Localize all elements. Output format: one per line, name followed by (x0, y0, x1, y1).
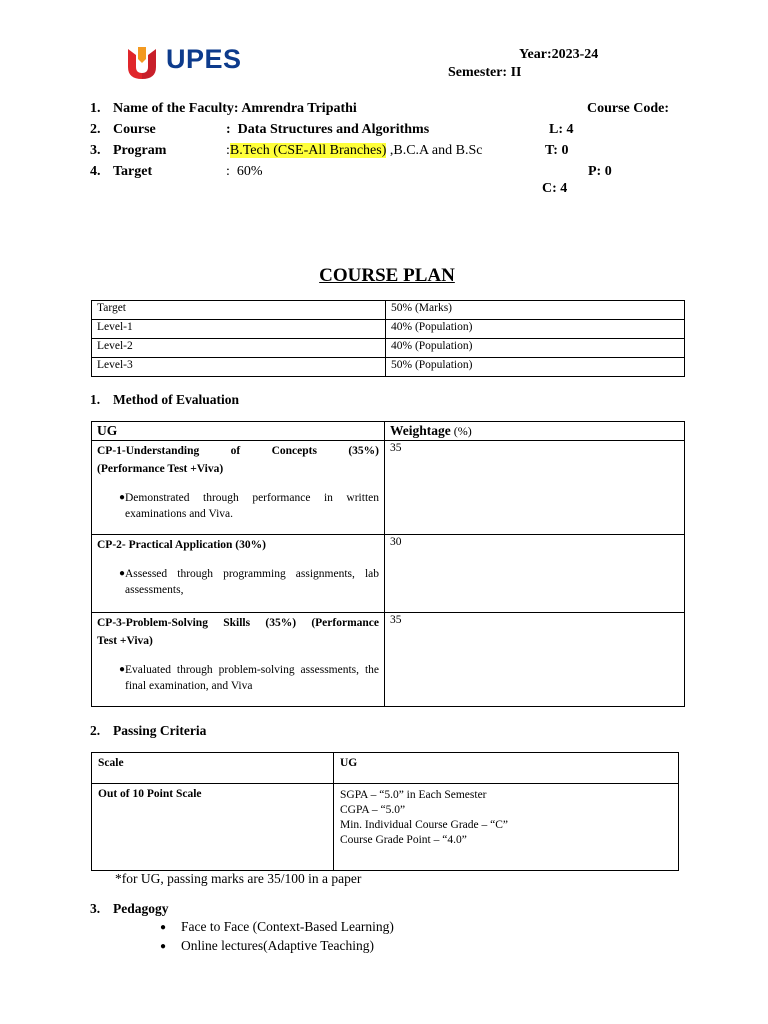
table-row (92, 358, 685, 377)
passing-note: *for UG, passing marks are 35/100 in a paper (115, 871, 362, 886)
table-cell: CP-2- Practical Application (30%) ● Assessed through programming assignments, lab assessments, (92, 535, 385, 613)
ltpc-l: L: 4 (549, 122, 574, 137)
passing-table (91, 752, 679, 871)
table-row (92, 441, 685, 535)
target-table (91, 300, 685, 377)
passing-heading: 2. Passing Criteria (90, 723, 207, 738)
upes-logo-icon (126, 45, 162, 81)
pedagogy-list (160, 918, 394, 956)
academic-year: Year:2023-24 (519, 47, 599, 62)
table-header-cell: Scale (92, 753, 334, 784)
table-cell: 35 (385, 441, 685, 535)
table-row (92, 339, 685, 358)
table-cell: Out of 10 Point Scale (92, 784, 334, 871)
ltpc-c: C: 4 (542, 181, 568, 196)
table-row (92, 784, 679, 871)
table-header-row (92, 422, 685, 441)
table-header-row (92, 753, 679, 784)
ltpc-t: T: 0 (545, 143, 569, 158)
table-row (92, 613, 685, 707)
logo-text: UPES (166, 44, 242, 74)
table-cell: CP-1-Understanding of Concepts (35%) (Performance Test +Viva) ● Demonstrated through performance in written examinations and Viva. (92, 441, 385, 535)
pedagogy-heading: 3. Pedagogy (90, 901, 169, 916)
table-cell: 40% (Population) (386, 339, 685, 358)
semester: Semester: II (448, 65, 522, 80)
program-value: :B.Tech (CSE-All Branches) ,B.C.A and B.Sc (226, 143, 483, 158)
table-row (92, 535, 685, 613)
target-row: 4. Target (90, 164, 153, 179)
program-highlight: B.Tech (CSE-All Branches) (229, 143, 387, 158)
list-item: ● Face to Face (Context-Based Learning) (160, 919, 394, 934)
list-item: ● Online lectures(Adaptive Teaching) (160, 938, 374, 953)
table-cell: SGPA – “5.0” in Each Semester CGPA – “5.0” Min. Individual Course Grade – “C” Course Grade Point – “4.0” (334, 784, 679, 871)
table-cell: CP-3-Problem-Solving Skills (35%) (Performance Test +Viva) ● Evaluated through problem-solving assessments, the final examination, and Viva (92, 613, 385, 707)
table-cell: Level-2 (92, 339, 386, 358)
table-cell: 40% (Population) (386, 320, 685, 339)
course-value: : Data Structures and Algorithms (226, 122, 430, 137)
course-row: 2. Course (90, 122, 156, 137)
table-header-cell: UG (92, 422, 385, 441)
page-title: COURSE PLAN (319, 265, 455, 286)
program-row: 3. Program (90, 143, 167, 158)
faculty-name: Amrendra Tripathi (241, 101, 357, 116)
course-code-label: Course Code: (587, 101, 670, 116)
table-cell: 50% (Population) (386, 358, 685, 377)
table-row (92, 320, 685, 339)
target-value: : 60% (226, 164, 263, 179)
table-cell: Target (92, 301, 386, 320)
table-cell: Level-3 (92, 358, 386, 377)
evaluation-heading: 1. Method of Evaluation (90, 392, 240, 407)
table-header-cell: Weightage (%) (385, 422, 685, 441)
table-row (92, 301, 685, 320)
evaluation-table (91, 421, 685, 707)
table-cell: 50% (Marks) (386, 301, 685, 320)
ltpc-p: P: 0 (588, 164, 612, 179)
table-header-cell: UG (334, 753, 679, 784)
table-cell: 35 (385, 613, 685, 707)
table-cell: 30 (385, 535, 685, 613)
table-cell: Level-1 (92, 320, 386, 339)
faculty-row: 1. Name of the Faculty: Amrendra Tripathi (90, 101, 357, 116)
